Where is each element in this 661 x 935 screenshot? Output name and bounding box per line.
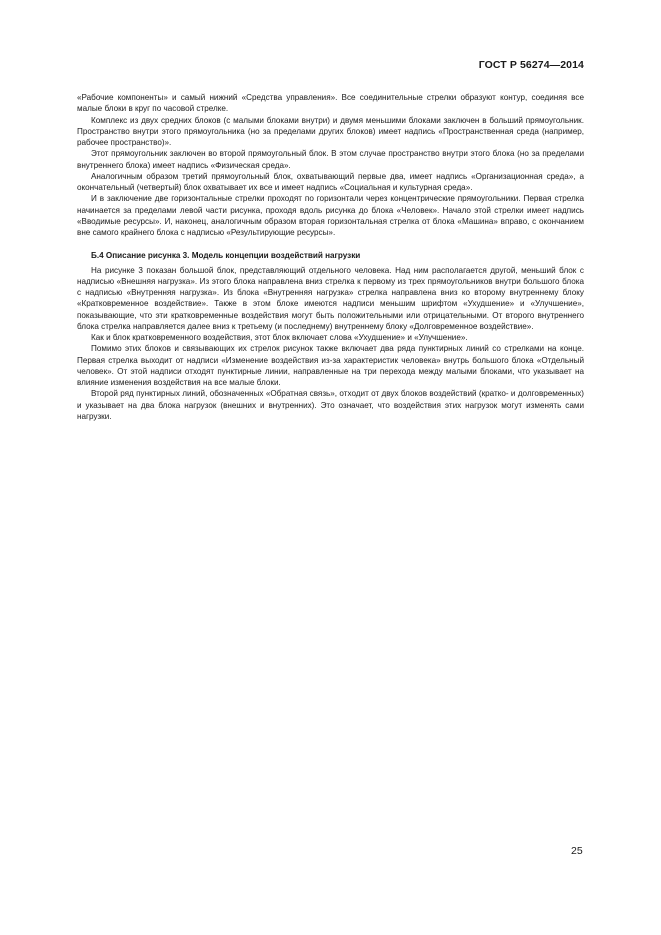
document-header-id: ГОСТ Р 56274—2014 [478, 59, 584, 71]
paragraph: Помимо этих блоков и связывающих их стрелок рисунок также включает два ряда пунктирных линий со стрелками на конце. Первая стрелка выходит от надписи «Изменение воздействия из-за характеристик человека» внутрь большого блока «Отдельный человек». От этой надписи отходят пунктирные линии, направленные на три перехода между малыми блоками, что указывает на влияние изменения воздействия на все малые блоки. [77, 344, 584, 387]
paragraph: «Рабочие компоненты» и самый нижний «Средства управления». Все соединительные стрелки образуют контур, соединяя все малые блоки в круг по часовой стрелке. [77, 93, 584, 114]
section-heading: Б.4 Описание рисунка 3. Модель концепции воздействий нагрузки [91, 251, 361, 261]
page-number: 25 [571, 845, 583, 857]
paragraph: Второй ряд пунктирных линий, обозначенных «Обратная связь», отходит от двух блоков воздействий (кратко- и долговременных) и указывает на два блока нагрузок (внешних и внутренних). Это означает, что воздействия этих нагрузок могут изменять сами нагрузки. [77, 389, 584, 421]
paragraph: На рисунке 3 показан большой блок, представляющий отдельного человека. Над ним располагается другой, меньший блок с надписью «Внешняя нагрузка». Из этого блока направлена вниз стрелка к первому из трех прямоугольников внутри большого блока с надписью «Внутренняя нагрузка». Из блока «Внутренняя нагрузка» стрелка направлена вниз ко второму внутреннему блоку «Кратковременное воздействие». Также в этом блоке имеются надписи меньшим шрифтом «Ухудшение» и «Улучшение», показывающие, что эти кратковременные воздействия могут быть положительными или отрицательными. От второго внутреннего блока стрелка направляется далее вниз к третьему (и последнему) внутреннему блоку «Долговременное воздействие». [77, 265, 584, 331]
paragraph: Аналогичным образом третий прямоугольный блок, охватывающий первые два, имеет надпись «Организационная среда», а окончательный (четвертый) блок охватывает их все и имеет надпись «Социальная и культурная среда». [77, 171, 584, 192]
paragraph: Как и блок кратковременного воздействия, этот блок включает слова «Ухудшение» и «Улучшение». [91, 333, 468, 342]
paragraph: И в заключение две горизонтальные стрелки проходят по горизонтали через концентрические прямоугольники. Первая стрелка начинается за пределами левой части рисунка, проходя вдоль рисунка до блока «Человек». Начало этой стрелки имеет надпись «Вводимые ресурсы». И, наконец, аналогичным образом вторая горизонтальная стрелка от блока «Машина» вправо, с окончанием вне самого крайнего блока с надписью «Результирующие ресурсы». [77, 194, 584, 237]
paragraph: Комплекс из двух средних блоков (с малыми блоками внутри) и двумя меньшими блоками заключен в больший прямоугольник. Пространство внутри этого прямоугольника (но за пределами других блоков) имеет надпись «Пространственная среда (например, рабочее пространство)». [77, 115, 584, 147]
paragraph: Этот прямоугольник заключен во второй прямоугольный блок. В этом случае пространство внутри этого блока (но за пределами внутреннего блока) имеет надпись «Физическая среда». [77, 149, 584, 170]
document-body [77, 92, 584, 422]
